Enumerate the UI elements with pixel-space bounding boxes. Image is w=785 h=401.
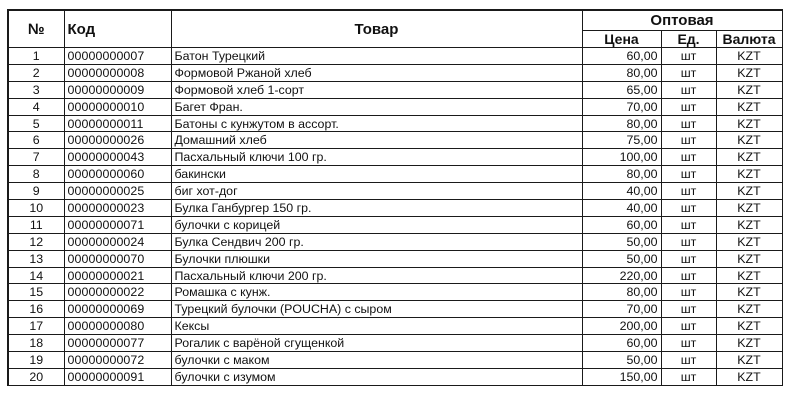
- table-row: [8, 115, 782, 132]
- table-body: [8, 48, 782, 386]
- row-price: 150,00: [582, 368, 661, 385]
- row-num: 10: [8, 200, 64, 217]
- row-currency: KZT: [716, 132, 782, 149]
- row-price: 50,00: [582, 352, 661, 369]
- row-num: 11: [8, 216, 64, 233]
- row-price: 200,00: [582, 318, 661, 335]
- row-num: 8: [8, 166, 64, 183]
- table-row: [8, 81, 782, 98]
- row-num: 3: [8, 81, 64, 98]
- table-row: [8, 183, 782, 200]
- row-code: 00000000021: [64, 267, 171, 284]
- row-price: 40,00: [582, 183, 661, 200]
- row-currency: KZT: [716, 318, 782, 335]
- row-num: 18: [8, 335, 64, 352]
- row-price: 60,00: [582, 216, 661, 233]
- header-product: Товар: [171, 10, 582, 48]
- row-product: Формовой хлеб 1-сорт: [171, 81, 582, 98]
- row-num: 1: [8, 48, 64, 65]
- row-product: Пасхальный ключи 100 гр.: [171, 149, 582, 166]
- row-price: 70,00: [582, 98, 661, 115]
- row-currency: KZT: [716, 301, 782, 318]
- row-num: 13: [8, 250, 64, 267]
- row-unit: шт: [661, 233, 716, 250]
- row-price: 65,00: [582, 81, 661, 98]
- row-num: 20: [8, 368, 64, 385]
- row-num: 17: [8, 318, 64, 335]
- row-price: 220,00: [582, 267, 661, 284]
- row-unit: шт: [661, 250, 716, 267]
- row-code: 00000000077: [64, 335, 171, 352]
- row-currency: KZT: [716, 267, 782, 284]
- header-price: Цена: [582, 31, 661, 48]
- row-num: 7: [8, 149, 64, 166]
- row-unit: шт: [661, 216, 716, 233]
- header-row-top: [8, 10, 782, 31]
- row-unit: шт: [661, 352, 716, 369]
- row-price: 80,00: [582, 64, 661, 81]
- table-row: [8, 216, 782, 233]
- row-code: 00000000026: [64, 132, 171, 149]
- row-price: 80,00: [582, 284, 661, 301]
- row-product: биг хот-дог: [171, 183, 582, 200]
- header-currency: Валюта: [716, 31, 782, 48]
- row-product: Ромашка с кунж.: [171, 284, 582, 301]
- row-unit: шт: [661, 267, 716, 284]
- row-product: Булка Ганбургер 150 гр.: [171, 200, 582, 217]
- table-row: [8, 132, 782, 149]
- table-row: [8, 368, 782, 385]
- table-row: [8, 233, 782, 250]
- row-unit: шт: [661, 132, 716, 149]
- row-currency: KZT: [716, 149, 782, 166]
- row-unit: шт: [661, 301, 716, 318]
- row-currency: KZT: [716, 284, 782, 301]
- row-num: 9: [8, 183, 64, 200]
- row-product: булочки с маком: [171, 352, 582, 369]
- table-row: [8, 98, 782, 115]
- row-currency: KZT: [716, 368, 782, 385]
- row-product: Багет Фран.: [171, 98, 582, 115]
- row-unit: шт: [661, 284, 716, 301]
- table-row: [8, 166, 782, 183]
- row-num: 5: [8, 115, 64, 132]
- row-code: 00000000071: [64, 216, 171, 233]
- row-code: 00000000008: [64, 64, 171, 81]
- row-num: 15: [8, 284, 64, 301]
- header-num: №: [8, 10, 64, 48]
- row-code: 00000000043: [64, 149, 171, 166]
- table-row: [8, 267, 782, 284]
- table-row: [8, 200, 782, 217]
- row-num: 16: [8, 301, 64, 318]
- row-product: Домашний хлеб: [171, 132, 582, 149]
- row-code: 00000000023: [64, 200, 171, 217]
- row-code: 00000000010: [64, 98, 171, 115]
- row-product: Булка Сендвич 200 гр.: [171, 233, 582, 250]
- row-code: 00000000060: [64, 166, 171, 183]
- row-product: Кексы: [171, 318, 582, 335]
- row-code: 00000000091: [64, 368, 171, 385]
- row-currency: KZT: [716, 216, 782, 233]
- row-product: булочки с корицей: [171, 216, 582, 233]
- row-price: 100,00: [582, 149, 661, 166]
- row-product: булочки с изумом: [171, 368, 582, 385]
- table-row: [8, 250, 782, 267]
- row-product: Турецкий булочки (POUCHA) с сыром: [171, 301, 582, 318]
- row-product: Батоны с кунжутом в ассорт.: [171, 115, 582, 132]
- row-price: 80,00: [582, 166, 661, 183]
- row-currency: KZT: [716, 64, 782, 81]
- row-price: 70,00: [582, 301, 661, 318]
- price-table: [7, 9, 783, 386]
- row-product: Булочки плюшки: [171, 250, 582, 267]
- row-code: 00000000069: [64, 301, 171, 318]
- header-wholesale: Оптовая: [582, 10, 782, 31]
- row-unit: шт: [661, 183, 716, 200]
- row-price: 80,00: [582, 115, 661, 132]
- table-row: [8, 48, 782, 65]
- row-num: 4: [8, 98, 64, 115]
- row-code: 00000000007: [64, 48, 171, 65]
- row-unit: шт: [661, 318, 716, 335]
- row-unit: шт: [661, 115, 716, 132]
- row-currency: KZT: [716, 81, 782, 98]
- row-code: 00000000025: [64, 183, 171, 200]
- table-row: [8, 335, 782, 352]
- row-price: 60,00: [582, 48, 661, 65]
- table-row: [8, 149, 782, 166]
- row-unit: шт: [661, 335, 716, 352]
- row-num: 19: [8, 352, 64, 369]
- row-code: 00000000072: [64, 352, 171, 369]
- row-currency: KZT: [716, 115, 782, 132]
- table-row: [8, 64, 782, 81]
- row-unit: шт: [661, 81, 716, 98]
- row-code: 00000000009: [64, 81, 171, 98]
- row-price: 50,00: [582, 233, 661, 250]
- row-unit: шт: [661, 64, 716, 81]
- row-code: 00000000070: [64, 250, 171, 267]
- row-code: 00000000024: [64, 233, 171, 250]
- row-num: 6: [8, 132, 64, 149]
- header-unit: Ед.: [661, 31, 716, 48]
- row-currency: KZT: [716, 233, 782, 250]
- row-price: 60,00: [582, 335, 661, 352]
- row-unit: шт: [661, 149, 716, 166]
- row-currency: KZT: [716, 98, 782, 115]
- row-currency: KZT: [716, 48, 782, 65]
- row-code: 00000000011: [64, 115, 171, 132]
- row-product: бакински: [171, 166, 582, 183]
- row-price: 50,00: [582, 250, 661, 267]
- row-price: 40,00: [582, 200, 661, 217]
- table-row: [8, 318, 782, 335]
- row-num: 14: [8, 267, 64, 284]
- table-row: [8, 284, 782, 301]
- row-currency: KZT: [716, 183, 782, 200]
- table-row: [8, 301, 782, 318]
- row-unit: шт: [661, 200, 716, 217]
- row-currency: KZT: [716, 200, 782, 217]
- row-unit: шт: [661, 368, 716, 385]
- row-currency: KZT: [716, 335, 782, 352]
- row-num: 2: [8, 64, 64, 81]
- table-row: [8, 352, 782, 369]
- header-code: Код: [64, 10, 171, 48]
- row-product: Рогалик с варёной сгущенкой: [171, 335, 582, 352]
- row-currency: KZT: [716, 250, 782, 267]
- row-num: 12: [8, 233, 64, 250]
- row-product: Формовой Ржаной хлеб: [171, 64, 582, 81]
- price-list-sheet: [7, 9, 781, 397]
- row-unit: шт: [661, 98, 716, 115]
- row-unit: шт: [661, 48, 716, 65]
- row-product: Батон Турецкий: [171, 48, 582, 65]
- row-unit: шт: [661, 166, 716, 183]
- row-currency: KZT: [716, 166, 782, 183]
- row-code: 00000000080: [64, 318, 171, 335]
- row-code: 00000000022: [64, 284, 171, 301]
- row-currency: KZT: [716, 352, 782, 369]
- row-product: Пасхальный ключи 200 гр.: [171, 267, 582, 284]
- row-price: 75,00: [582, 132, 661, 149]
